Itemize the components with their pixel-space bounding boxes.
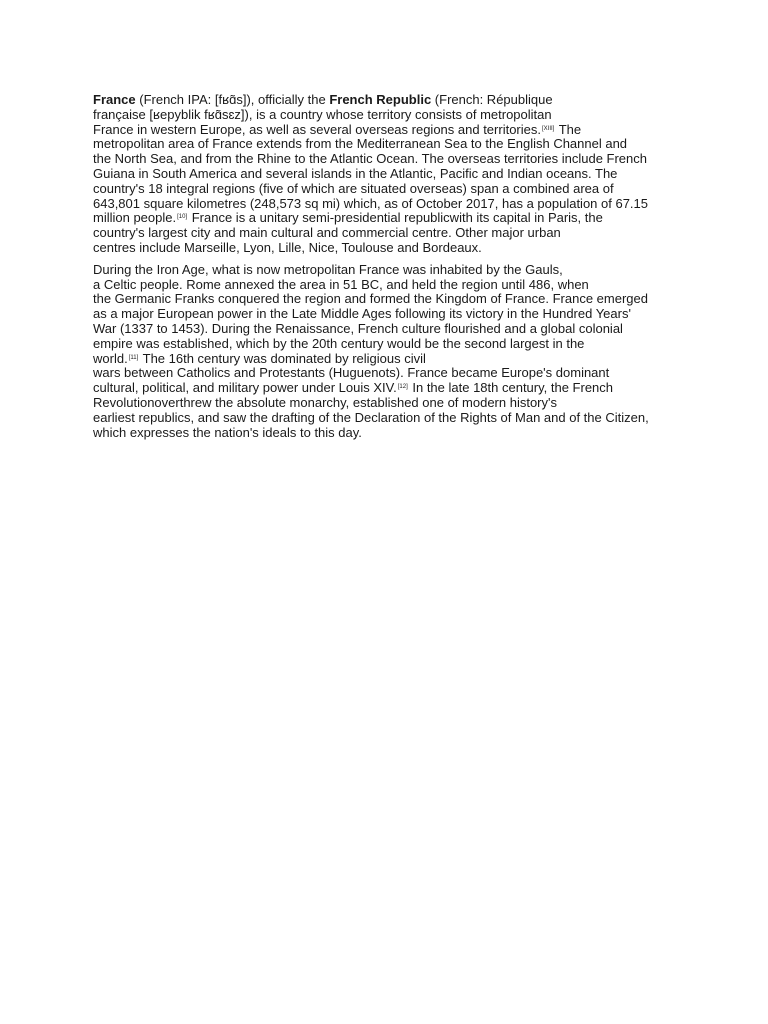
text-line: cultural, political, and military power under Louis XIV.[12] In the late 18th century, the French [93,380,614,396]
paragraph-intro [93,93,675,256]
text-line: country's 18 integral regions (five of which are situated overseas) span a combined area of [93,180,614,196]
bold-term: France [93,92,136,107]
text-line: centres include Marseille, Lyon, Lille, Nice, Toulouse and Bordeaux. [93,239,482,255]
text-line: country's largest city and main cultural and commercial centre. Other major urban [93,225,561,241]
citation-link[interactable]: [11] [128,354,139,361]
citation-link[interactable]: [XIII] [542,125,555,132]
document-body [93,93,675,447]
text-line: empire was established, which by the 20th century would be the second largest in the [93,335,585,351]
text-line: earliest republics, and saw the drafting of the Declaration of the Rights of Man and of the Citizen, [93,409,649,425]
citation-link[interactable]: [12] [397,384,408,391]
text-line: the North Sea, and from the Rhine to the Atlantic Ocean. The overseas territories include French [93,151,647,167]
text-line: Guiana in South America and several islands in the Atlantic, Pacific and Indian oceans. The [93,165,618,181]
citation-link[interactable]: [10] [177,214,188,221]
text-line: metropolitan area of France extends from the Mediterranean Sea to the English Channel and [93,136,628,152]
text-line: War (1337 to 1453). During the Renaissance, French culture flourished and a global colonial [93,320,623,336]
paragraph-history [93,263,675,441]
text-line: as a major European power in the Late Middle Ages following its victory in the Hundred Years' [93,306,631,322]
text-line: 643,801 square kilometres (248,573 sq mi) which, as of October 2017, has a population of 67.15 [93,195,649,211]
text-line: world.[11] The 16th century was dominated by religious civil [93,350,426,366]
bold-term: French Republic [329,92,432,107]
text-line: which expresses the nation's ideals to this day. [93,424,362,440]
text-line: a Celtic people. Rome annexed the area in 51 BC, and held the region until 486, when [93,276,589,292]
text-line: million people.[10] France is a unitary semi-presidential republicwith its capital in Paris, the [93,210,603,226]
text-line: During the Iron Age, what is now metropolitan France was inhabited by the Gauls, [93,261,563,277]
text-line: the Germanic Franks conquered the region and formed the Kingdom of France. France emerged [93,291,648,307]
text-line: France (French IPA: [fʁɑ̃s]), officially the French Republic (French: République [93,92,553,107]
text-line: française [ʁepyblik fʁɑ̃sɛz]), is a country whose territory consists of metropolitan [93,106,552,122]
text-line: France in western Europe, as well as several overseas regions and territories.[XIII] The [93,121,582,137]
text-line: wars between Catholics and Protestants (Huguenots). France became Europe's dominant [93,365,610,381]
text-line: Revolutionoverthrew the absolute monarchy, established one of modern history's [93,394,557,410]
